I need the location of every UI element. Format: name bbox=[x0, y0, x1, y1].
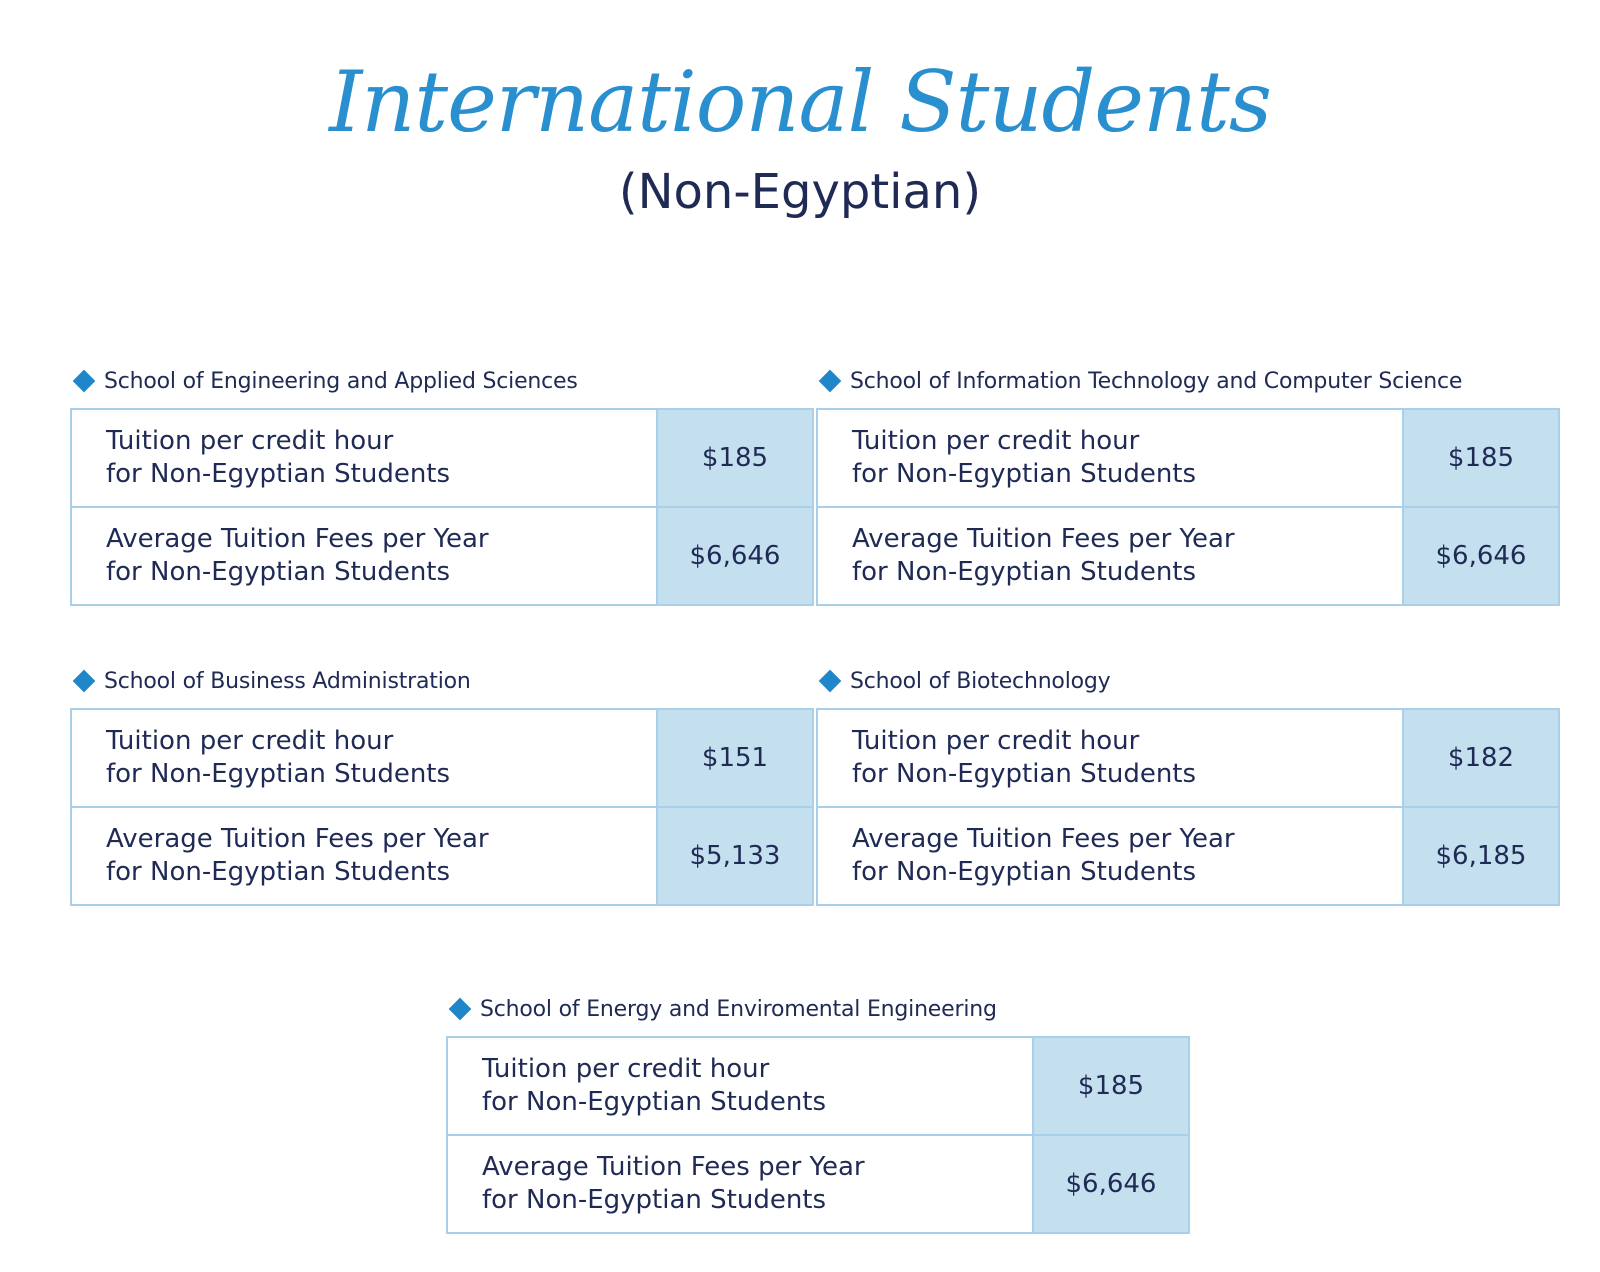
fees-table bbox=[816, 408, 1560, 606]
credit-hour-value: $185 bbox=[1403, 409, 1559, 507]
label-line: for Non-Egyptian Students bbox=[852, 459, 1197, 489]
per-year-label bbox=[71, 507, 657, 605]
school-name: School of Energy and Enviromental Engineering bbox=[480, 996, 997, 1022]
diamond-bullet-icon bbox=[449, 998, 472, 1021]
table-row bbox=[817, 409, 1559, 507]
per-year-value: $6,646 bbox=[657, 507, 813, 605]
label-line: for Non-Egyptian Students bbox=[106, 759, 451, 789]
label-line: for Non-Egyptian Students bbox=[482, 1087, 827, 1117]
page-title: International Students bbox=[329, 53, 1271, 151]
credit-hour-label bbox=[71, 709, 657, 807]
label-line: Average Tuition Fees per Year bbox=[106, 824, 489, 854]
per-year-label bbox=[817, 507, 1403, 605]
table-row bbox=[71, 409, 813, 507]
credit-hour-value: $185 bbox=[657, 409, 813, 507]
label-line: for Non-Egyptian Students bbox=[852, 857, 1197, 887]
per-year-label bbox=[71, 807, 657, 905]
fees-table bbox=[816, 708, 1560, 906]
school-name: School of Engineering and Applied Sciences bbox=[104, 368, 578, 394]
label-line: for Non-Egyptian Students bbox=[852, 557, 1197, 587]
credit-hour-label bbox=[447, 1037, 1033, 1135]
label-line: for Non-Egyptian Students bbox=[106, 857, 451, 887]
school-information-technology bbox=[816, 366, 1527, 606]
per-year-label bbox=[447, 1135, 1033, 1233]
school-engineering bbox=[70, 366, 781, 606]
table-row bbox=[817, 709, 1559, 807]
diamond-bullet-icon bbox=[819, 370, 842, 393]
label-line: for Non-Egyptian Students bbox=[106, 459, 451, 489]
per-year-value: $6,646 bbox=[1033, 1135, 1189, 1233]
credit-hour-label bbox=[817, 709, 1403, 807]
school-heading bbox=[446, 994, 1152, 1024]
label-line: Tuition per credit hour bbox=[106, 726, 394, 756]
school-energy-environmental bbox=[446, 994, 1157, 1234]
table-row bbox=[71, 507, 813, 605]
school-business-administration bbox=[70, 666, 781, 906]
label-line: Tuition per credit hour bbox=[482, 1054, 770, 1084]
school-name: School of Information Technology and Computer Science bbox=[850, 368, 1463, 394]
label-line: Tuition per credit hour bbox=[852, 426, 1140, 456]
fees-table bbox=[70, 708, 814, 906]
table-row bbox=[817, 507, 1559, 605]
school-biotechnology bbox=[816, 666, 1527, 906]
fees-table bbox=[70, 408, 814, 606]
label-line: for Non-Egyptian Students bbox=[852, 759, 1197, 789]
label-line: for Non-Egyptian Students bbox=[482, 1185, 827, 1215]
school-heading bbox=[816, 666, 1522, 696]
label-line: Average Tuition Fees per Year bbox=[482, 1152, 865, 1182]
label-line: Average Tuition Fees per Year bbox=[106, 524, 489, 554]
label-line: Tuition per credit hour bbox=[106, 426, 394, 456]
label-line: Average Tuition Fees per Year bbox=[852, 824, 1235, 854]
table-row bbox=[71, 709, 813, 807]
credit-hour-label bbox=[71, 409, 657, 507]
label-line: for Non-Egyptian Students bbox=[106, 557, 451, 587]
school-heading bbox=[70, 366, 776, 396]
diamond-bullet-icon bbox=[73, 670, 96, 693]
table-row bbox=[817, 807, 1559, 905]
credit-hour-label bbox=[817, 409, 1403, 507]
per-year-label bbox=[817, 807, 1403, 905]
table-row bbox=[447, 1135, 1189, 1233]
diamond-bullet-icon bbox=[819, 670, 842, 693]
school-heading bbox=[70, 666, 776, 696]
credit-hour-value: $182 bbox=[1403, 709, 1559, 807]
school-name: School of Biotechnology bbox=[850, 668, 1111, 694]
per-year-value: $5,133 bbox=[657, 807, 813, 905]
table-row bbox=[447, 1037, 1189, 1135]
school-heading bbox=[816, 366, 1522, 396]
school-name: School of Business Administration bbox=[104, 668, 471, 694]
label-line: Average Tuition Fees per Year bbox=[852, 524, 1235, 554]
label-line: Tuition per credit hour bbox=[852, 726, 1140, 756]
page-subtitle: (Non-Egyptian) bbox=[618, 164, 982, 220]
diamond-bullet-icon bbox=[73, 370, 96, 393]
credit-hour-value: $151 bbox=[657, 709, 813, 807]
credit-hour-value: $185 bbox=[1033, 1037, 1189, 1135]
table-row bbox=[71, 807, 813, 905]
per-year-value: $6,185 bbox=[1403, 807, 1559, 905]
fees-table bbox=[446, 1036, 1190, 1234]
per-year-value: $6,646 bbox=[1403, 507, 1559, 605]
